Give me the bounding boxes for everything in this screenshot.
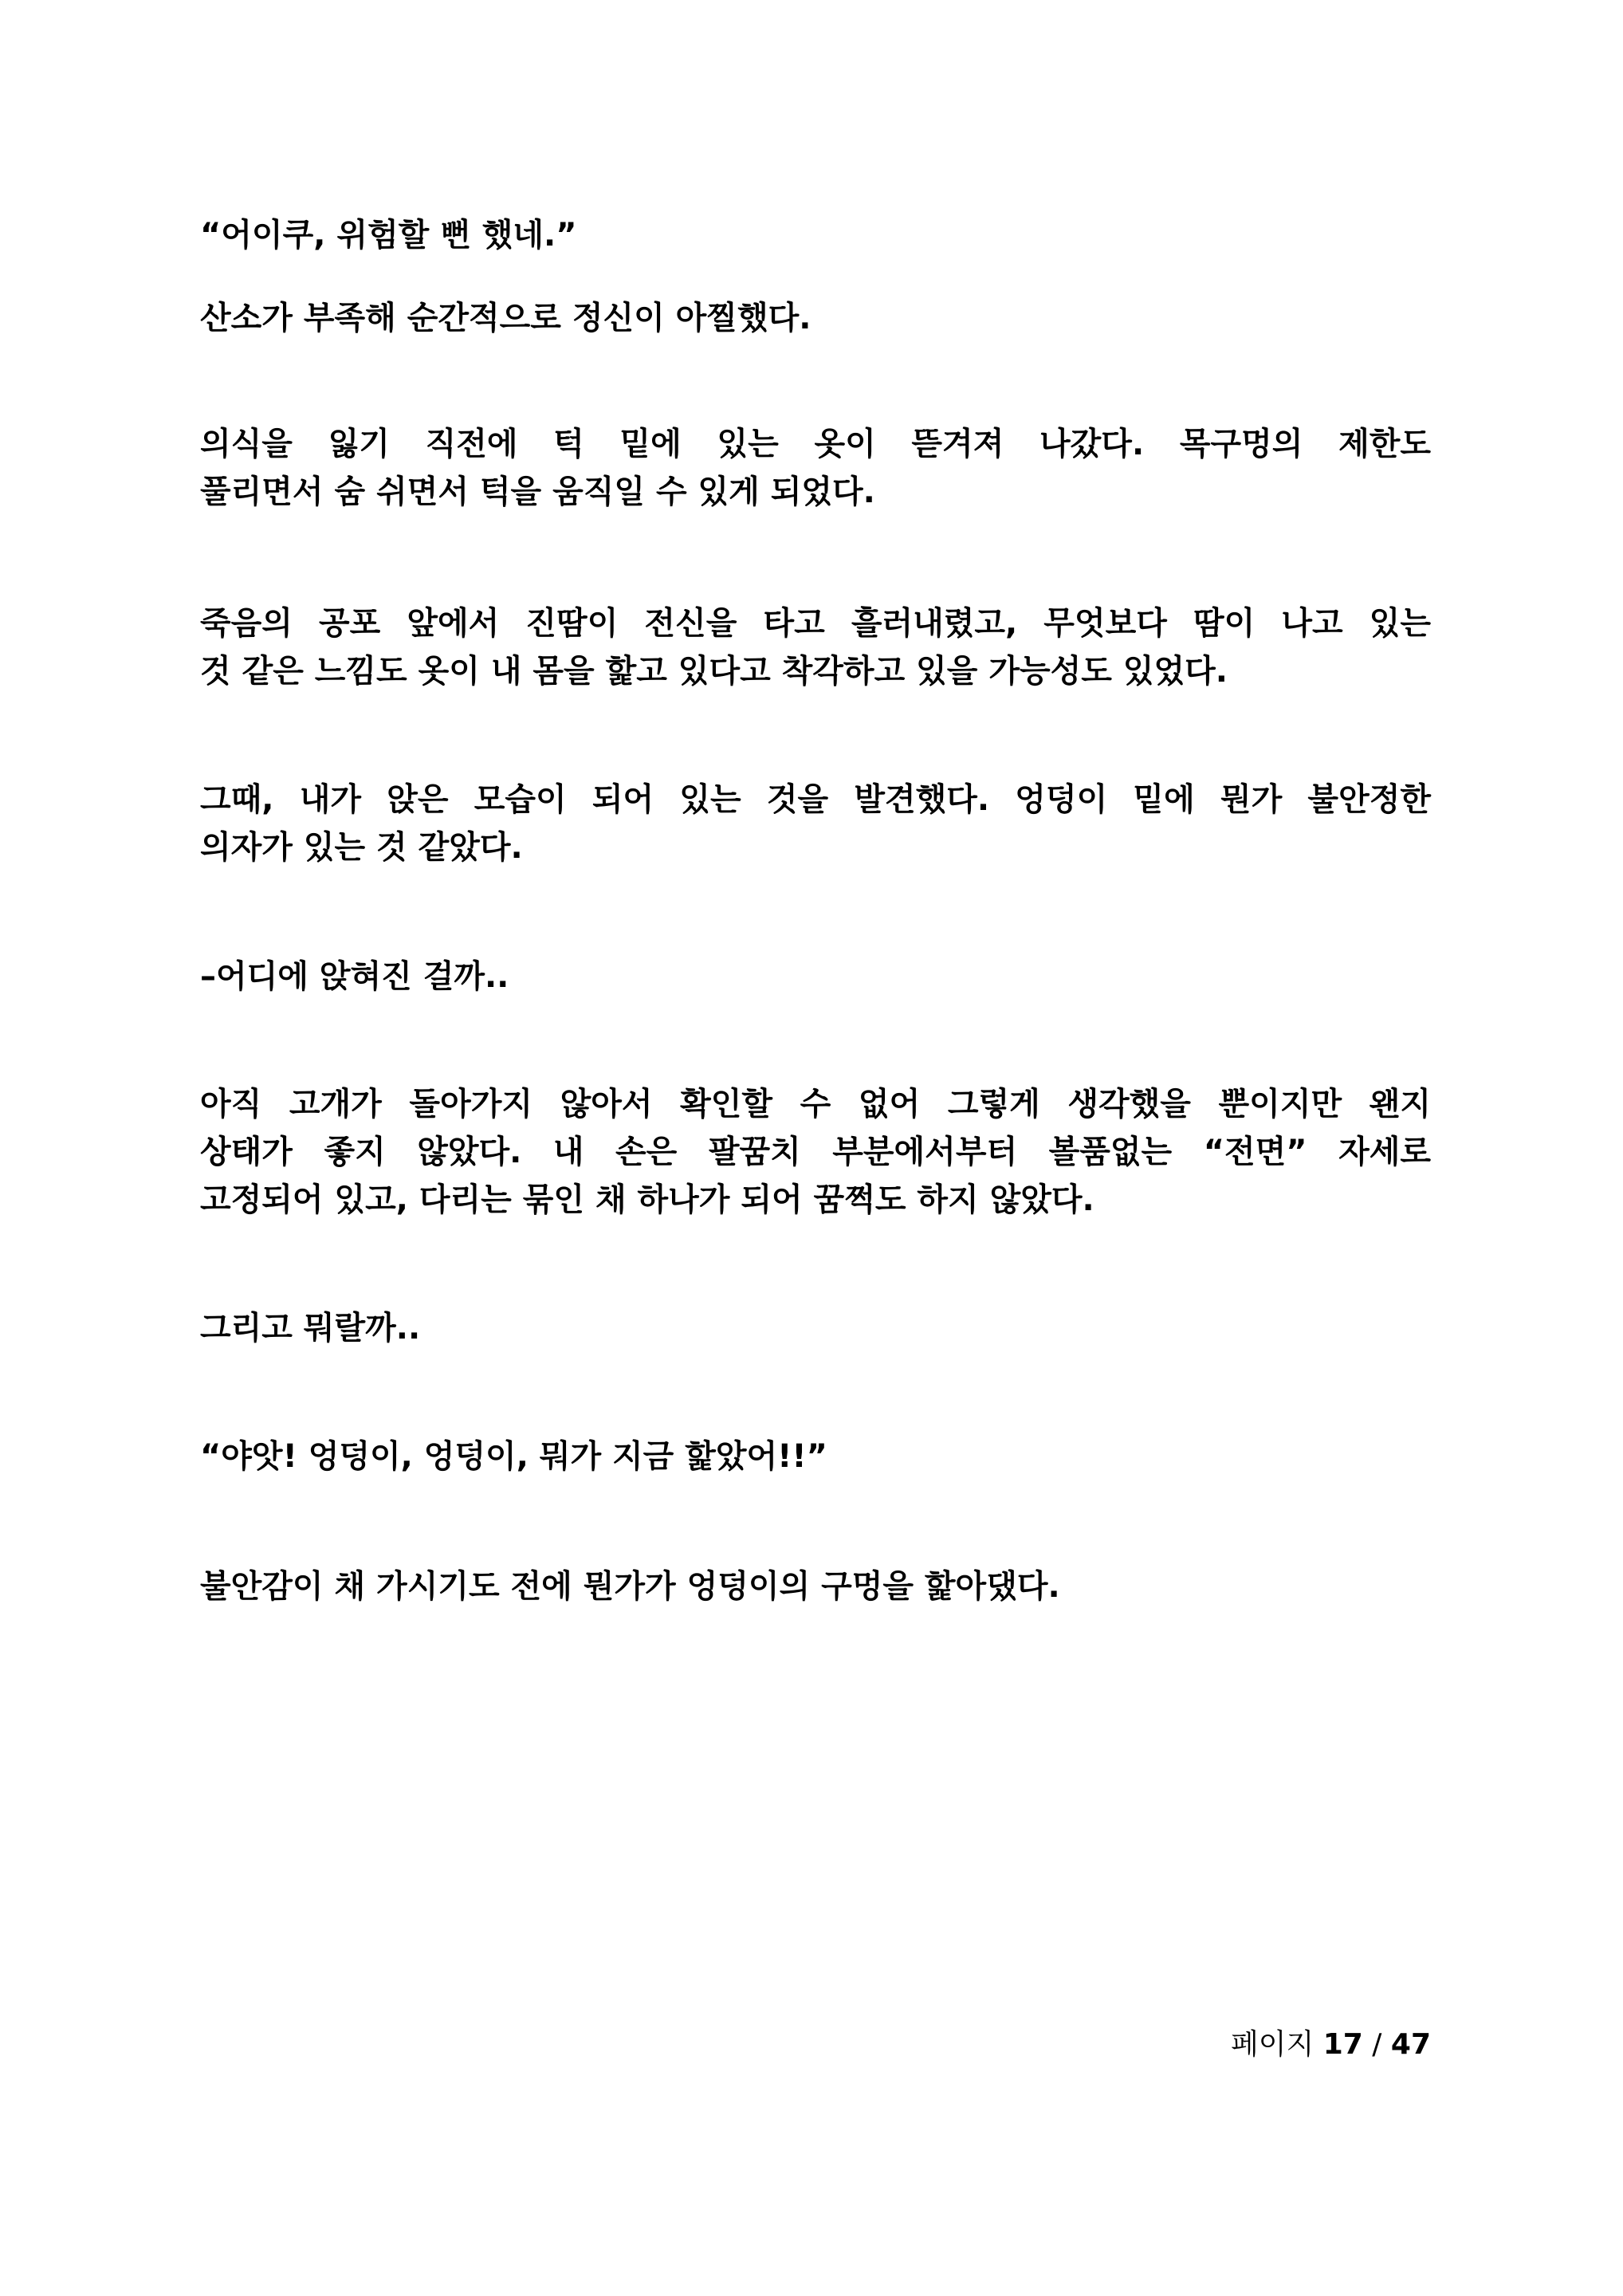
text-line: “어이쿠, 위험할 뻔 했네.” xyxy=(200,217,577,254)
text-line: 아직 고개가 돌아가지 않아서 확인할 수 없어 그렇게 생각했을 뿐이지만 왠지 xyxy=(200,1086,1431,1122)
page-number-footer xyxy=(1231,2025,1431,2065)
paragraph-9 xyxy=(200,1433,1431,1480)
total-page-count: 47 xyxy=(1390,2028,1431,2061)
text-line: 의식을 잃기 직전에 턱 밑에 있는 옷이 뜯겨져 나갔다. 목구멍의 제한도 xyxy=(200,426,1431,462)
current-page-number: 17 xyxy=(1322,2028,1363,2061)
text-line: “야앗! 엉덩이, 엉덩이, 뭐가 지금 핥았어!!” xyxy=(200,1438,827,1475)
text-line: 것 같은 느낌도 옷이 내 몸을 핥고 있다고 착각하고 있을 가능성도 있었다. xyxy=(200,653,1228,690)
page-label: 페이지 xyxy=(1230,2028,1315,2061)
text-line: 풀리면서 숨 쉬면서 턱을 움직일 수 있게 되었다. xyxy=(200,474,875,510)
paragraph-2 xyxy=(200,294,1431,342)
text-line: 불안감이 채 가시기도 전에 뭔가가 엉덩이의 구멍을 핥아댔다. xyxy=(200,1568,1060,1605)
paragraph-10 xyxy=(200,1563,1431,1610)
paragraph-3 xyxy=(200,420,1431,516)
paragraph-5 xyxy=(200,776,1431,871)
text-line: 고정되어 있고, 다리는 묶인 채 하나가 되어 꿈쩍도 하지 않았다. xyxy=(200,1181,1094,1218)
paragraph-7 xyxy=(200,1080,1431,1224)
paragraph-1 xyxy=(200,211,1431,259)
text-line: 그리고 뭐랄까.. xyxy=(200,1310,421,1347)
text-line: 상태가 좋지 않았다. 내 손은 팔꿈치 부분에서부터 볼품없는 “전면” 자세로 xyxy=(200,1134,1431,1170)
paragraph-4 xyxy=(200,600,1431,695)
text-line: –어디에 앉혀진 걸까.. xyxy=(200,958,509,995)
text-line: 산소가 부족해 순간적으로 정신이 아찔했다. xyxy=(200,300,812,336)
paragraph-6 xyxy=(200,953,1431,1001)
text-line: 의자가 있는 것 같았다. xyxy=(200,829,523,866)
text-line: 그때, 내가 앉은 모습이 되어 있는 것을 발견했다. 엉덩이 밑에 뭔가 불안정한 xyxy=(200,781,1431,818)
page-separator: / xyxy=(1372,2028,1382,2061)
text-line: 죽음의 공포 앞에서 진땀이 전신을 타고 흘러내렸고, 무엇보다 땀이 나고 있는 xyxy=(200,605,1431,642)
paragraph-8 xyxy=(200,1304,1431,1352)
